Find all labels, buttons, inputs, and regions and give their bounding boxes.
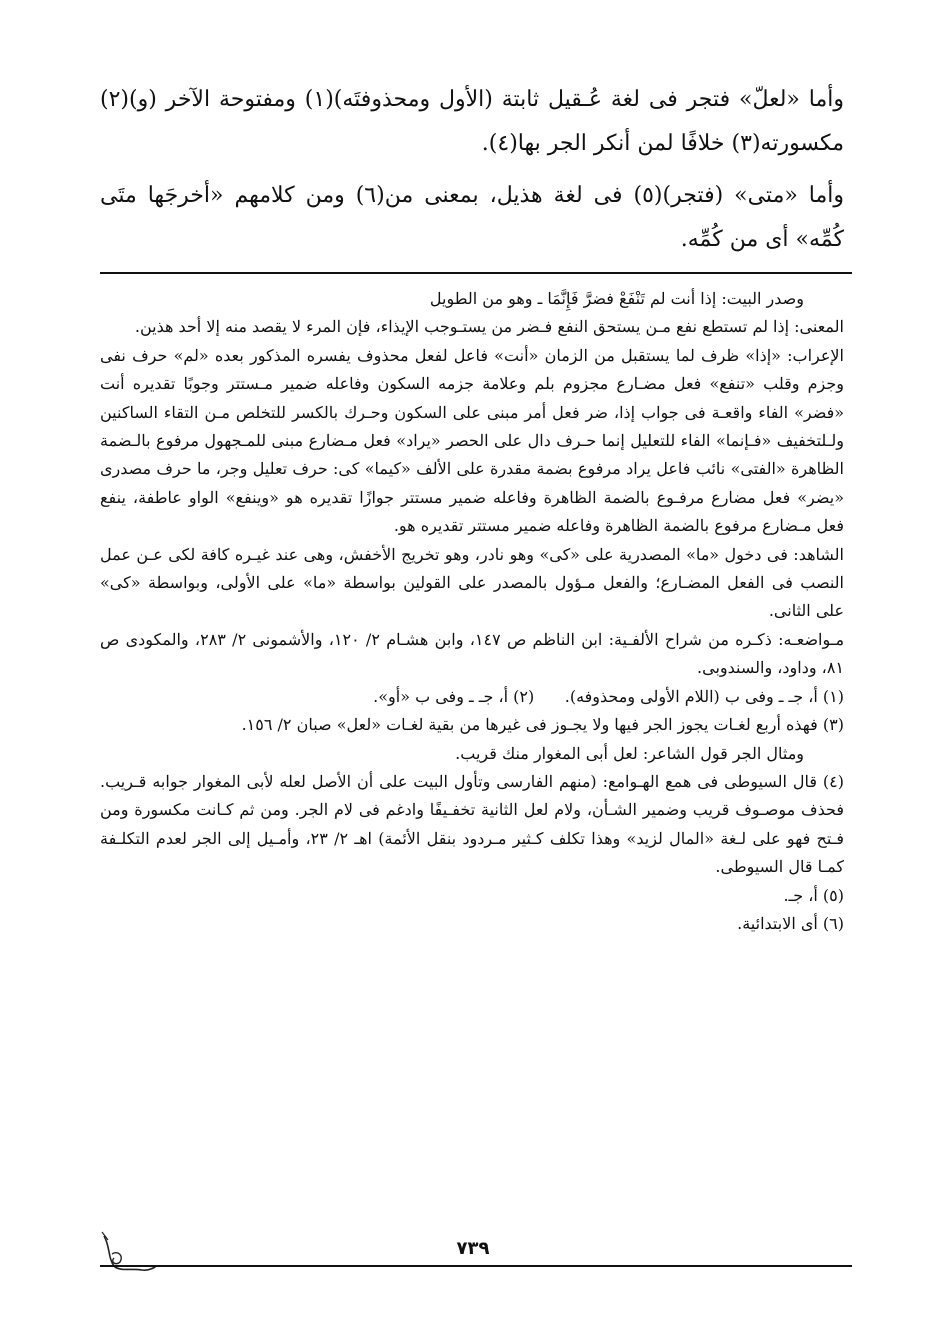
handwritten-mark-icon xyxy=(98,1228,158,1274)
footnote-4: (٤) قال السيوطى فى همع الهـوامع: (منهم الفارسى وتأول البيت على أن الأصل لعله لأبى المغوار جوابه قـريب. فحذف موصـوف قريب وضمير الشـأن، ولام لعل الثانية تخفـيفًا وادغم فى لام الجر. ومن ثم كـانت مكسورة ومن فـتح فهو على لـغة «المال لزيد» وهذا تكلف كـثير مـردود بنقل الأئمة) اهـ ٢/ ٢٣، وأمـيل إلى الجر لعدم التكلـفة كمـا قال السيوطى. xyxy=(100,771,845,877)
footnote-2: (٢) أ، جـ ـ وفى ب «أو». xyxy=(373,686,535,706)
meaning-note: المعنى: إذا لم تستطع نفع مـن يستحق النفع فـضر من يستـوجب الإيذاء، فإن المرء لا يقصد منه إلا أحد هذين. xyxy=(134,317,844,337)
footnote-3: (٣) فهذه أربع لغـات يجوز الجر فيها ولا يجـوز فى غيرها من بقية لغـات «لعل» صبان ٢/ ١٥٦. xyxy=(241,715,844,735)
footnotes-section xyxy=(100,285,844,938)
evidence-note: الشاهد: فى دخول «ما» المصدرية على «كى» وهو نادر، وهو تخريج الأخفش، وهى عند غيـره كافة لكى عـن عمل النصب فى الفعل المضـارع؛ والفعل مـؤول بالمصدر على القولين بواسطة «ما» على الأولى، وبواسطة «كى» على الثانى. xyxy=(100,544,844,621)
locations-note: مـواضعـه: ذكـره من شراح الألفـية: ابن الناظم ص ١٤٧، وابن هشـام ٢/ ١٢٠، والأشمونى ٢/ ٢٨٣، والمكودى ص ٨١، وداود، والسندوبى. xyxy=(100,629,845,678)
footer-rule xyxy=(100,1265,852,1267)
footnote-5: (٥) أ، جـ. xyxy=(783,885,844,905)
parsing-note: الإعراب: «إذا» ظرف لما يستقبل من الزمان «أنت» فاعل لفعل محذوف يفسره المذكور بعده «لم» حرف نفى وجزم وقلب «تنفع» فعل مضـارع مجزوم بلم وعلامة جزمه السكون وفاعله ضمير مـستتر وجوبًا تقديره أنت «فضر» الفاء واقعـة فى جواب إذا، ضر فعل أمر مبنى على السكون وحـرك بالكسر للتخلص مـن التقاء الساكنين ولـلتخفيف «فـإنما» الفاء للتعليل إنما حـرف دال على الحصر «يراد» فعل مـضارع مبنى للمـجهول مرفوع بالـضمة الظاهرة «الفتى» نائب فاعل يراد مرفوع بضمة مقدرة على الألف «كيما» كى: حرف تعليل وجر، ما حرف مصدرى «يضر» فعل مضارع مرفـوع بالضمة الظاهرة وفاعله ضمير مستتر جوازًا تقديره هو «وينفع» الواو عاطفة، ينفع فعل مـضارع مرفوع بالضمة الظاهرة وفاعله ضمير مستتر تقديره هو. xyxy=(100,345,845,536)
verse-line: وصدر البيت: إذا أنت لم تَنْفَعْ فضرَّ فَإِنَّمَا ـ وهو من الطويل xyxy=(429,289,804,308)
footnote-1: (١) أ، جـ ـ وفى ب (اللام الأولى ومحذوفه). xyxy=(564,686,844,706)
footnote-6: (٦) أى الابتدائية. xyxy=(737,913,844,933)
footnote-3-example: ومثال الجر قول الشاعر: لعل أبى المغوار منك قريب. xyxy=(455,743,804,763)
main-text xyxy=(100,78,844,270)
footnote-divider xyxy=(100,272,852,274)
main-paragraph-mata: وأما «متى» (فتجر)(٥) فى لغة هذيل، بمعنى من(٦) ومن كلامهم «أخرجَها متَى كُمِّه» أى من كُمِّه. xyxy=(100,183,845,252)
page-number: ٧٣٩ xyxy=(456,1238,490,1259)
main-paragraph-laalla: وأما «لعلّ» فتجر فى لغة عُـقيل ثابتة (الأول ومحذوفتَه)(١) ومفتوحة الآخر (و)(٢) مكسورته(٣) خلافًا لمن أنكر الجر بها(٤). xyxy=(100,87,844,156)
footnote-1-2 xyxy=(100,683,844,711)
